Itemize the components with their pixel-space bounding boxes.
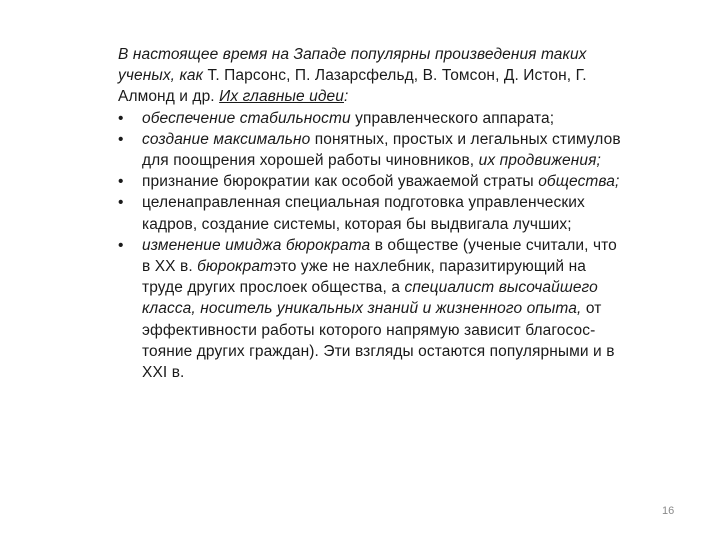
intro-names-text: Т. Парсонс, П. Лазарсфельд, В. Томсон, Д. Истон, Г. Алмонд и др. (118, 67, 587, 106)
ideas-bullet-list (118, 108, 628, 384)
bullet-text-segment: в обществе (ученые считали, что в XX в. (142, 236, 617, 276)
bullet-symbol: • (118, 130, 124, 148)
bullet-text-segment: управленческого аппарата; (350, 109, 555, 127)
bullet-text-segment: общества; (538, 173, 620, 191)
bullet-text-segment: понятных, простых и легальных стимулов для поощрения хорошей работы чиновников, (142, 130, 621, 170)
bullet-text-segment: создание максимально (142, 130, 311, 148)
bullet-text-segment: это уже не нахлебник, паразитирующий на труде других прослоек общества, а (142, 258, 586, 297)
bullet-text-segment: бюрократ (197, 258, 274, 276)
slide-body (118, 44, 628, 383)
bullet-symbol: • (118, 109, 124, 127)
bullet-symbol: • (118, 173, 124, 191)
bullet-text-segment: специалист высочайшего класса, носитель уникальных знаний и жизненного опыта, (142, 279, 598, 318)
bullet-symbol: • (118, 194, 124, 212)
bullet-item (118, 235, 628, 383)
page-number: 16 (662, 505, 675, 517)
bullet-item (118, 192, 628, 234)
bullet-item (118, 129, 628, 171)
bullet-text-segment: их продвижения; (478, 152, 601, 170)
bullet-text-segment: от эффективности работы которого напрямую зависит благосос-тояние других граждан). Эти взгляды остаются популярными и в XXI в. (142, 300, 615, 382)
bullet-text-segment: целенаправленная специальная подготовка управленческих кадров, создание системы, которая бы выдвигала лучших; (142, 194, 585, 233)
intro-paragraph (118, 44, 628, 108)
intro-colon: : (343, 88, 349, 106)
bullet-text-segment: обеспечение стабильности (142, 109, 351, 127)
bullet-text-segment: признание бюрократии как особой уважаемой страты (142, 173, 539, 191)
bullet-item (118, 171, 628, 192)
bullet-symbol: • (118, 236, 124, 254)
bullet-text-segment: изменение имиджа бюрократа (142, 236, 371, 254)
bullet-item (118, 108, 628, 129)
intro-italic-text: В настоящее время на Западе популярны произведения таких ученых, как (118, 46, 587, 85)
intro-main-ideas-text: Их главные идеи (219, 88, 344, 106)
